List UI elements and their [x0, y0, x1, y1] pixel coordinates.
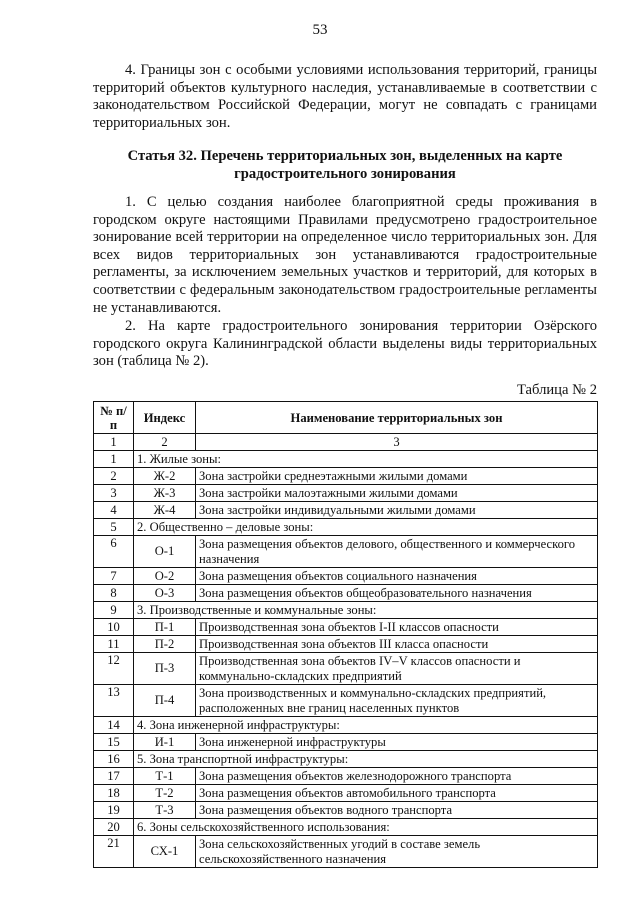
row-number: 18: [94, 785, 134, 802]
zone-name: Зона застройки индивидуальными жилыми домами: [196, 502, 598, 519]
zone-name: Зона размещения объектов социального назначения: [196, 568, 598, 585]
table-row: [94, 785, 598, 802]
paragraph-4: 4. Границы зон с особыми условиями использования территорий, границы территорий объектов культурного наследия, устанавливаемые в соответствии с законодательством Российской Федерации, могут не совпадать с границами территориальных зон.: [93, 62, 597, 131]
col-number-1: 1: [94, 434, 134, 451]
table-caption: Таблица № 2: [517, 382, 597, 398]
table-group-row: [94, 602, 598, 619]
zone-name: Зона сельскохозяйственных угодий в составе земель сельскохозяйственного назначения: [196, 836, 598, 868]
zone-name: Зона размещения объектов делового, общественного и коммерческого назначения: [196, 536, 598, 568]
row-number: 4: [94, 502, 134, 519]
table-row: [94, 768, 598, 785]
zone-index: О-3: [134, 585, 196, 602]
row-number: 8: [94, 585, 134, 602]
row-number: 2: [94, 468, 134, 485]
article-title: Статья 32. Перечень территориальных зон, выделенных на карте градостроительного зонирования: [127, 148, 563, 182]
header-name: Наименование территориальных зон: [196, 402, 598, 434]
zone-index: Ж-3: [134, 485, 196, 502]
table-row: [94, 619, 598, 636]
zone-index: О-1: [134, 536, 196, 568]
row-number: 13: [94, 685, 134, 717]
zone-index: И-1: [134, 734, 196, 751]
zone-index: П-4: [134, 685, 196, 717]
table-row: [94, 468, 598, 485]
zone-name: Зона инженерной инфраструктуры: [196, 734, 598, 751]
header-index: Индекс: [134, 402, 196, 434]
col-number-2: 2: [134, 434, 196, 451]
row-number: 12: [94, 653, 134, 685]
zone-name: Зона размещения объектов автомобильного транспорта: [196, 785, 598, 802]
row-number: 1: [94, 451, 134, 468]
zone-group-title: 2. Общественно – деловые зоны:: [134, 519, 598, 536]
zone-name: Зона застройки среднеэтажными жилыми домами: [196, 468, 598, 485]
zone-group-title: 6. Зоны сельскохозяйственного использования:: [134, 819, 598, 836]
zone-name: Зона производственных и коммунально-складских предприятий, расположенных вне границ населенных пунктов: [196, 685, 598, 717]
header-num: № п/п: [94, 402, 134, 434]
zone-group-title: 5. Зона транспортной инфраструктуры:: [134, 751, 598, 768]
row-number: 11: [94, 636, 134, 653]
zone-index: Т-3: [134, 802, 196, 819]
row-number: 5: [94, 519, 134, 536]
zone-group-title: 3. Производственные и коммунальные зоны:: [134, 602, 598, 619]
row-number: 6: [94, 536, 134, 568]
row-number: 16: [94, 751, 134, 768]
zone-index: О-2: [134, 568, 196, 585]
row-number: 7: [94, 568, 134, 585]
row-number: 17: [94, 768, 134, 785]
table-row: [94, 585, 598, 602]
zone-name: Производственная зона объектов III класса опасности: [196, 636, 598, 653]
table-group-row: [94, 751, 598, 768]
table-header-row: [94, 402, 598, 434]
table-group-row: [94, 451, 598, 468]
row-number: 20: [94, 819, 134, 836]
table-row: [94, 485, 598, 502]
row-number: 10: [94, 619, 134, 636]
zone-index: П-2: [134, 636, 196, 653]
zone-name: Зона застройки малоэтажными жилыми домами: [196, 485, 598, 502]
zone-index: П-3: [134, 653, 196, 685]
table-group-row: [94, 519, 598, 536]
row-number: 19: [94, 802, 134, 819]
table-row: [94, 836, 598, 868]
zone-name: Производственная зона объектов I-II классов опасности: [196, 619, 598, 636]
zone-name: Зона размещения объектов водного транспорта: [196, 802, 598, 819]
table-body: [94, 434, 598, 868]
zone-index: Ж-2: [134, 468, 196, 485]
page-number: 53: [312, 22, 328, 38]
table-group-row: [94, 717, 598, 734]
zone-group-title: 4. Зона инженерной инфраструктуры:: [134, 717, 598, 734]
table-row: [94, 636, 598, 653]
row-number: 3: [94, 485, 134, 502]
table-row: [94, 536, 598, 568]
paragraph-1: 1. С целью создания наиболее благоприятной среды проживания в городском округе настоящими Правилами предусмотрено градостроительное зонирование всей территории на определенное число территориальных зон. Для всех видов территориальных зон устанавливаются градостроительные регламенты, за исключением земельных участков и территорий, для которых в соответствии с федеральным законодательством градостроительные регламенты не устанавливаются.: [93, 194, 597, 316]
zones-table: [93, 401, 598, 868]
table-row: [94, 685, 598, 717]
row-number: 9: [94, 602, 134, 619]
table-row: [94, 653, 598, 685]
zone-index: СХ-1: [134, 836, 196, 868]
table-row: [94, 802, 598, 819]
zone-index: П-1: [134, 619, 196, 636]
table-row: [94, 568, 598, 585]
column-numbers-row: [94, 434, 598, 451]
row-number: 21: [94, 836, 134, 868]
zone-index: Т-1: [134, 768, 196, 785]
zone-index: Ж-4: [134, 502, 196, 519]
table-row: [94, 502, 598, 519]
row-number: 15: [94, 734, 134, 751]
zone-name: Зона размещения объектов общеобразовательного назначения: [196, 585, 598, 602]
zone-name: Зона размещения объектов железнодорожного транспорта: [196, 768, 598, 785]
table-row: [94, 734, 598, 751]
table-group-row: [94, 819, 598, 836]
row-number: 14: [94, 717, 134, 734]
zone-group-title: 1. Жилые зоны:: [134, 451, 598, 468]
zone-index: Т-2: [134, 785, 196, 802]
col-number-3: 3: [196, 434, 598, 451]
paragraph-2: 2. На карте градостроительного зонирования территории Озёрского городского округа Калининградской области выделены виды территориальных зон (таблица № 2).: [93, 318, 597, 370]
zone-name: Производственная зона объектов IV–V классов опасности и коммунально-складских предприятий: [196, 653, 598, 685]
